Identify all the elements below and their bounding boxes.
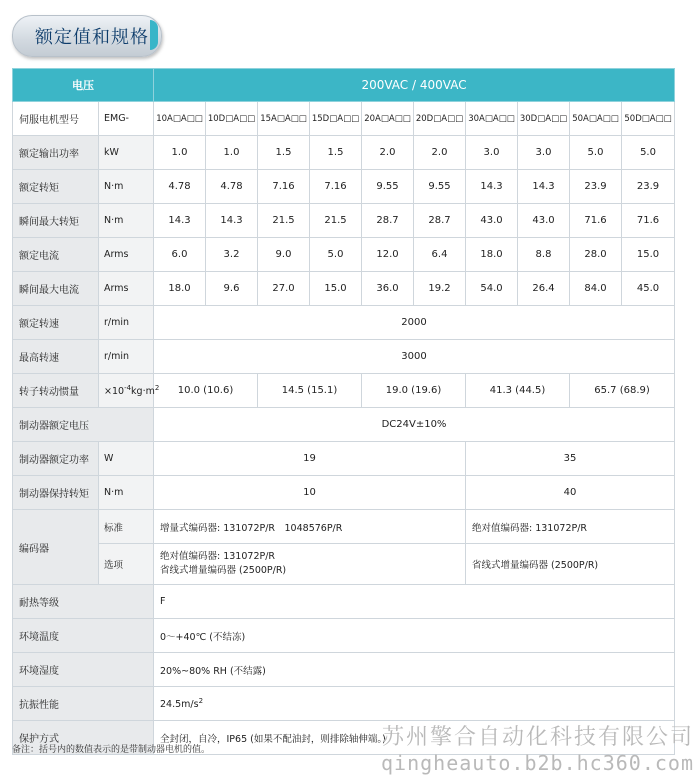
encoder-option-a-line2: 省线式增量编码器 (2500P/R) — [160, 565, 287, 576]
vibration-row — [13, 687, 675, 721]
value-cell: 36.0 — [362, 272, 414, 306]
model-cell: 10D□A□□ — [206, 102, 258, 136]
inertia-value: 10.0 (10.6) — [154, 374, 258, 408]
inertia-value: 65.7 (68.9) — [570, 374, 675, 408]
value-cell: 12.0 — [362, 238, 414, 272]
encoder-option-b: 省线式增量编码器 (2500P/R) — [466, 544, 675, 585]
value-cell: 71.6 — [570, 204, 622, 238]
row-unit: W — [99, 442, 154, 476]
voltage-row — [13, 69, 675, 102]
value-cell: 14.3 — [154, 204, 206, 238]
value-cell: 2.0 — [362, 136, 414, 170]
value-cell: 23.9 — [622, 170, 675, 204]
section-title-pill — [12, 15, 162, 57]
row-label: 瞬间最大电流 — [13, 272, 99, 306]
encoder-standard-a: 增量式编码器: 131072P/R 1048576P/R — [154, 510, 466, 544]
encoder-option-a-line1: 绝对值编码器: 131072P/R — [160, 551, 276, 562]
value-cell: 4.78 — [206, 170, 258, 204]
inertia-unit-base: ×10 — [104, 386, 125, 398]
value-cell: 19.2 — [414, 272, 466, 306]
value-cell: 3.0 — [518, 136, 570, 170]
model-cell: 10A□A□□ — [154, 102, 206, 136]
row-label: 环境湿度 — [13, 653, 154, 687]
value-cell: 14.3 — [518, 170, 570, 204]
brake-power-row — [13, 442, 675, 476]
ambient-humidity-value: 20%~80% RH (不结露) — [154, 653, 675, 687]
encoder-standard-label: 标准 — [99, 510, 154, 544]
value-cell: 43.0 — [466, 204, 518, 238]
value-cell: 1.5 — [310, 136, 362, 170]
encoder-standard-row — [13, 510, 675, 544]
value-cell: 7.16 — [310, 170, 362, 204]
value-cell: 8.8 — [518, 238, 570, 272]
model-label: 伺服电机型号 — [13, 102, 99, 136]
rated-speed-value: 2000 — [154, 306, 675, 340]
value-cell: 28.7 — [414, 204, 466, 238]
watermark-url: qingheauto.b2b.hc360.com — [381, 751, 694, 775]
heat-class-row — [13, 585, 675, 619]
value-cell: 6.4 — [414, 238, 466, 272]
value-cell: 21.5 — [258, 204, 310, 238]
row-label: 制动器额定电压 — [13, 408, 154, 442]
inertia-unit-mid: kg·m — [131, 386, 155, 398]
brake-torque-row — [13, 476, 675, 510]
value-cell: 26.4 — [518, 272, 570, 306]
value-cell: 9.55 — [414, 170, 466, 204]
value-cell: 5.0 — [310, 238, 362, 272]
value-cell: 27.0 — [258, 272, 310, 306]
value-cell: 28.0 — [570, 238, 622, 272]
row-label: 制动器额定功率 — [13, 442, 99, 476]
row-label: 环境温度 — [13, 619, 154, 653]
vibration-value-exp: 2 — [198, 696, 204, 705]
brake-voltage-row — [13, 408, 675, 442]
encoder-option-row — [13, 544, 675, 585]
value-cell: 5.0 — [622, 136, 675, 170]
model-prefix: EMG- — [99, 102, 154, 136]
value-cell: 14.3 — [466, 170, 518, 204]
value-cell: 1.0 — [154, 136, 206, 170]
value-cell: 15.0 — [310, 272, 362, 306]
inertia-unit — [99, 374, 160, 408]
footnote: 备注：括号内的数值表示的是带制动器电机的值。 — [12, 745, 211, 755]
row-unit: Arms — [99, 238, 154, 272]
inertia-unit-exp2: 2 — [154, 383, 160, 392]
value-cell: 23.9 — [570, 170, 622, 204]
heat-class-value: F — [154, 585, 675, 619]
row-label: 转子转动惯量 — [13, 374, 99, 408]
row-unit: r/min — [99, 340, 154, 374]
model-cell: 20D□A□□ — [414, 102, 466, 136]
spec-row — [13, 170, 675, 204]
value-cell: 9.6 — [206, 272, 258, 306]
value-cell: 15.0 — [622, 238, 675, 272]
spec-table-wrapper — [12, 68, 674, 755]
inertia-value: 14.5 (15.1) — [258, 374, 362, 408]
encoder-option-label: 选项 — [99, 544, 154, 585]
inertia-row — [13, 374, 675, 408]
value-cell: 1.0 — [206, 136, 258, 170]
inertia-value: 19.0 (19.6) — [362, 374, 466, 408]
inertia-unit-exp: -4 — [124, 383, 132, 392]
watermark-company: 苏州擎合自动化科技有限公司 — [381, 725, 694, 750]
vibration-value-base: 24.5m/s — [160, 699, 199, 711]
row-label: 额定转矩 — [13, 170, 99, 204]
row-unit: r/min — [99, 306, 154, 340]
vibration-value — [154, 687, 675, 721]
value-cell: 71.6 — [622, 204, 675, 238]
section-title: 额定值和规格 — [35, 27, 149, 48]
row-label: 最高转速 — [13, 340, 99, 374]
row-unit: kW — [99, 136, 154, 170]
per-model-rows — [13, 136, 675, 306]
value-cell: 9.0 — [258, 238, 310, 272]
spec-row — [13, 238, 675, 272]
value-cell: 1.5 — [258, 136, 310, 170]
model-cell: 50D□A□□ — [622, 102, 675, 136]
spec-row — [13, 136, 675, 170]
max-speed-value: 3000 — [154, 340, 675, 374]
model-cell: 15D□A□□ — [310, 102, 362, 136]
brake-power-value-a: 19 — [154, 442, 466, 476]
protection-value: 全封闭，自冷，IP65 (如果不配油封，则排除轴伸端。) — [154, 721, 675, 755]
row-label: 额定电流 — [13, 238, 99, 272]
value-cell: 4.78 — [154, 170, 206, 204]
value-cell: 2.0 — [414, 136, 466, 170]
model-cell: 20A□A□□ — [362, 102, 414, 136]
row-label: 额定转速 — [13, 306, 99, 340]
spec-table — [12, 68, 675, 755]
value-cell: 6.0 — [154, 238, 206, 272]
value-cell: 21.5 — [310, 204, 362, 238]
row-label: 瞬间最大转矩 — [13, 204, 99, 238]
value-cell: 3.2 — [206, 238, 258, 272]
encoder-standard-b: 绝对值编码器: 131072P/R — [466, 510, 675, 544]
watermark — [381, 720, 694, 775]
ambient-humidity-row — [13, 653, 675, 687]
value-cell: 3.0 — [466, 136, 518, 170]
value-cell: 14.3 — [206, 204, 258, 238]
max-speed-row — [13, 340, 675, 374]
title-accent-tab — [150, 20, 158, 50]
value-cell: 5.0 — [570, 136, 622, 170]
row-label: 抗振性能 — [13, 687, 154, 721]
voltage-value: 200VAC / 400VAC — [154, 69, 675, 102]
row-unit: N·m — [99, 476, 154, 510]
value-cell: 7.16 — [258, 170, 310, 204]
row-label: 保护方式 — [13, 721, 154, 755]
encoder-option-a — [154, 544, 466, 585]
brake-torque-value-b: 40 — [466, 476, 675, 510]
rated-speed-row — [13, 306, 675, 340]
value-cell: 9.55 — [362, 170, 414, 204]
model-cell: 30A□A□□ — [466, 102, 518, 136]
brake-voltage-value: DC24V±10% — [154, 408, 675, 442]
row-unit: N·m — [99, 204, 154, 238]
spec-row — [13, 204, 675, 238]
row-unit: Arms — [99, 272, 154, 306]
row-label: 制动器保持转矩 — [13, 476, 99, 510]
value-cell: 45.0 — [622, 272, 675, 306]
encoder-label: 编码器 — [13, 510, 99, 585]
brake-power-value-b: 35 — [466, 442, 675, 476]
model-cell: 15A□A□□ — [258, 102, 310, 136]
ambient-temp-row — [13, 619, 675, 653]
brake-torque-value-a: 10 — [154, 476, 466, 510]
value-cell: 28.7 — [362, 204, 414, 238]
row-unit: N·m — [99, 170, 154, 204]
row-label: 耐热等级 — [13, 585, 154, 619]
ambient-temp-value: 0～+40℃ (不结冻) — [154, 619, 675, 653]
model-row — [13, 102, 675, 136]
spec-row — [13, 272, 675, 306]
inertia-value: 41.3 (44.5) — [466, 374, 570, 408]
voltage-label: 电压 — [13, 69, 154, 102]
row-label: 额定输出功率 — [13, 136, 99, 170]
model-cell: 30D□A□□ — [518, 102, 570, 136]
value-cell: 18.0 — [154, 272, 206, 306]
model-cell: 50A□A□□ — [570, 102, 622, 136]
value-cell: 18.0 — [466, 238, 518, 272]
value-cell: 43.0 — [518, 204, 570, 238]
value-cell: 84.0 — [570, 272, 622, 306]
value-cell: 54.0 — [466, 272, 518, 306]
